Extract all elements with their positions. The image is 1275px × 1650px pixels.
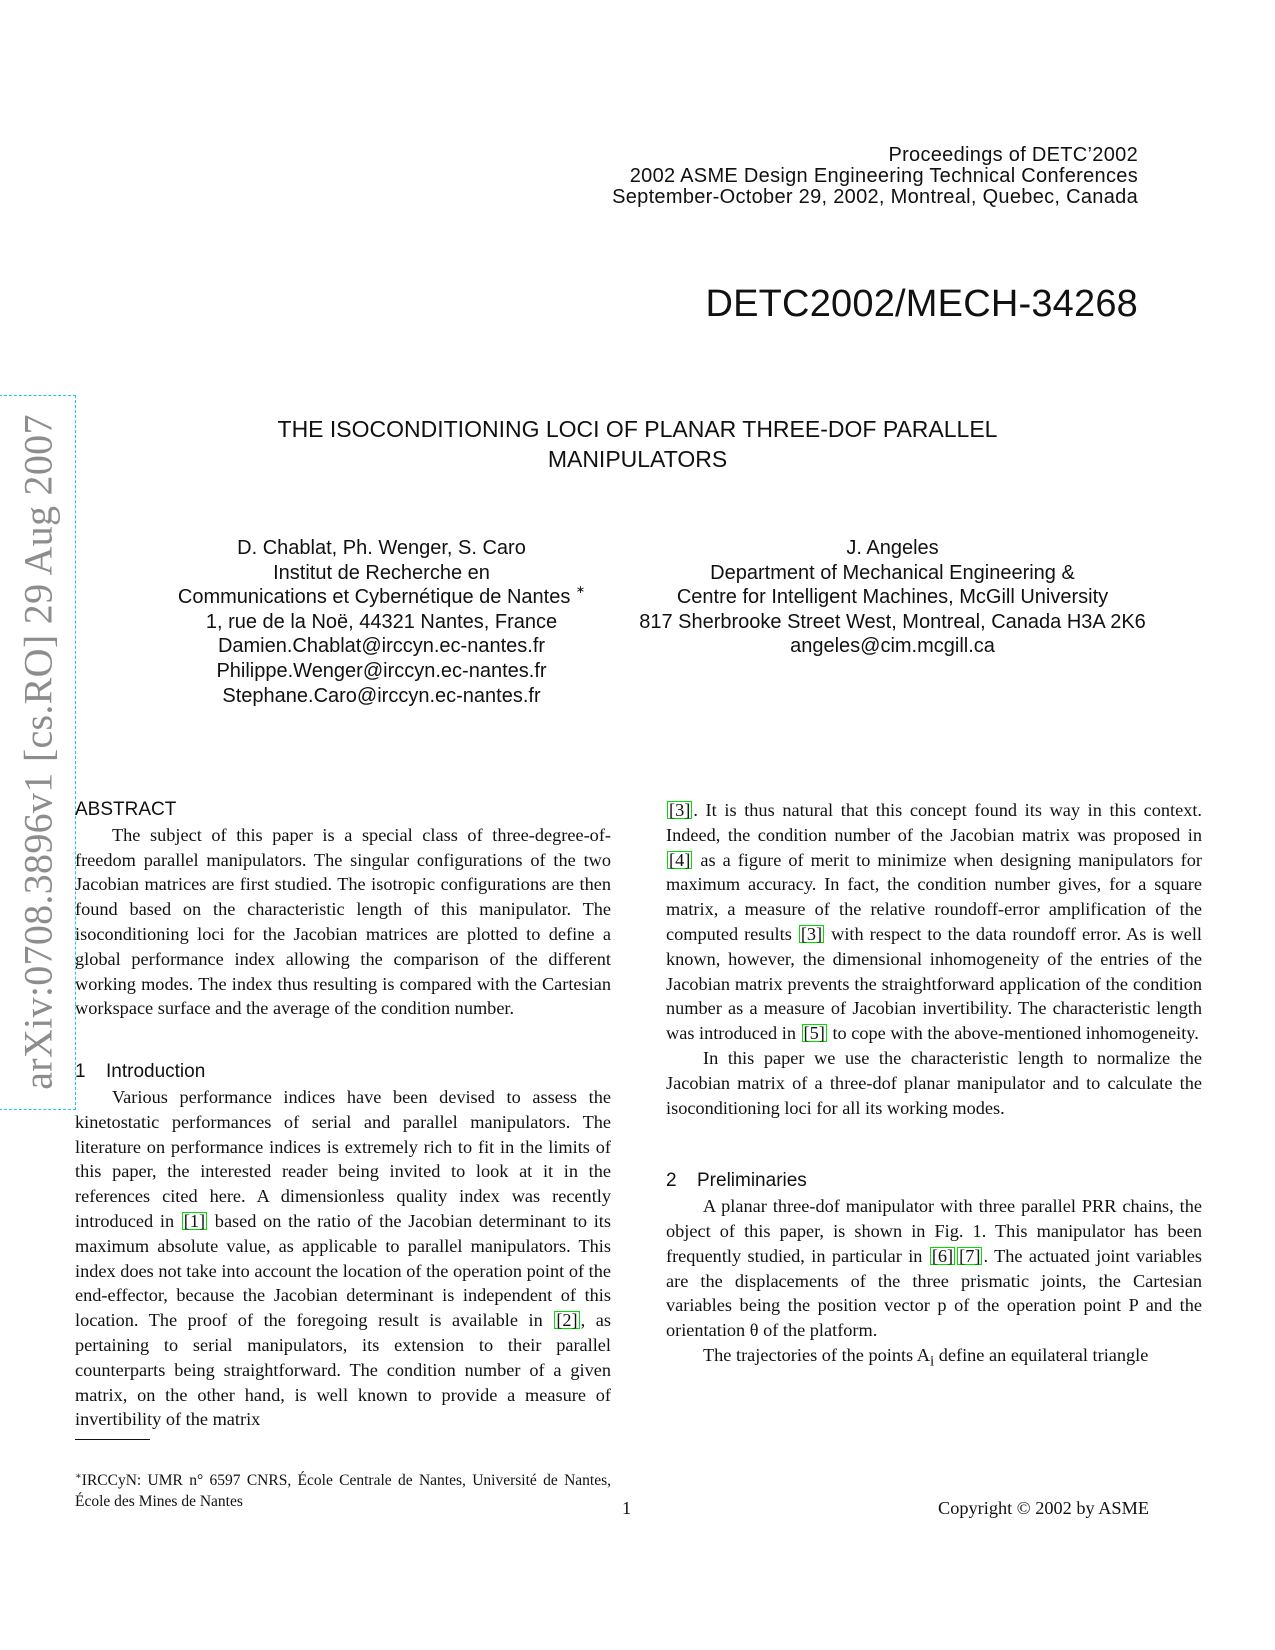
conference-line: 2002 ASME Design Engineering Technical Conferences — [629, 165, 1138, 187]
footnote-mark: ∗ — [575, 584, 586, 597]
section-title: Introduction — [106, 1061, 206, 1083]
citation-link[interactable]: [3] — [669, 800, 691, 820]
email-line: angeles@cim.mcgill.ca — [790, 635, 995, 658]
email-line: Philippe.Wenger@irccyn.ec-nantes.fr — [216, 659, 547, 682]
text-run: . It is thus natural that this concept found its way in this context. Indeed, the condition number of the Jacobian matrix was proposed in — [666, 800, 1202, 845]
section-title: Preliminaries — [697, 1170, 807, 1192]
footnote-text: IRCCyN: UMR n° 6597 CNRS, École Centrale de Nantes, Université de Nantes, École des Mines de Nantes — [75, 1472, 611, 1511]
text-run: A planar three-dof manipulator with three parallel PRR chains, the object of this paper, is shown in Fig. 1. This manipulator has been frequently studied, in particular in — [666, 1196, 1202, 1266]
prelim-paragraph — [666, 1343, 1202, 1374]
abstract-heading: ABSTRACT — [75, 799, 177, 820]
affiliation-text: Communications et Cybernétique de Nantes — [177, 586, 571, 609]
subscript: i — [929, 1352, 935, 1370]
proceedings-line: Proceedings of DETC’2002 — [888, 144, 1138, 166]
affiliation-line: Centre for Intelligent Machines, McGill University — [676, 586, 1109, 609]
email-line: Damien.Chablat@irccyn.ec-nantes.fr — [217, 635, 546, 658]
address-line: 1, rue de la Noë, 44321 Nantes, France — [205, 610, 558, 633]
right-column — [666, 798, 1202, 1374]
citation-link[interactable]: [7] — [959, 1245, 981, 1266]
affiliation-line: Institut de Recherche en — [273, 561, 490, 584]
copyright-notice: Copyright © 2002 by ASME — [938, 1498, 1149, 1518]
address-line: 817 Sherbrooke Street West, Montreal, Canada H3A 2K6 — [639, 610, 1146, 633]
intro-paragraph-continued — [666, 798, 1202, 1046]
title-line: MANIPULATORS — [547, 446, 728, 472]
intro-paragraph: In this paper we use the characteristic length to normalize the Jacobian matrix of a three-dof planar manipulator and to calculate the isoconditioning loci for all its working modes. — [666, 1047, 1202, 1118]
section-heading-introduction — [75, 1060, 611, 1085]
author-block-right — [620, 536, 1165, 659]
conference-date-line: September-October 29, 2002, Montreal, Quebec, Canada — [612, 186, 1138, 208]
email-line: Stephane.Caro@irccyn.ec-nantes.fr — [222, 684, 541, 707]
text-run: with respect to the data roundoff error. As is well known, however, the dimensional inhomogeneity of the entries of the Jacobian matrix prevents the straightforward application of the condition number as a measure of Jacobian invertibility. The characteristic length was introduced in — [666, 923, 1203, 1044]
author-names: J. Angeles — [846, 537, 939, 559]
arxiv-stamp-text[interactable]: arXiv:0708.3896v1 [cs.RO] 29 Aug 2007 — [15, 414, 61, 1090]
abstract-text: The subject of this paper is a special class of three-degree-of-freedom parallel manipulators. The singular configurations of the two Jacobian matrices are first studied. The isotropic configurations are then found based on the characteristic length of this manipulator. The isoconditioning loci for the Jacobian matrices are plotted to define a global performance index allowing the comparison of the different working modes. The index thus resulting is compared with the Cartesian workspace surface and the average of the condition number. — [75, 824, 611, 1019]
text-run: The trajectories of the points A — [703, 1344, 930, 1365]
footnote-mark: ∗ — [75, 1471, 82, 1482]
text-run: to cope with the above-mentioned inhomogeneity. — [832, 1023, 1199, 1044]
footnote — [75, 1466, 611, 1512]
text-run: Various performance indices have been devised to assess the kinetostatic performances of serial and parallel manipulators. The literature on performance indices is extremely rich to fit in the limits of this paper, the interested reader being invited to look at it in the references cited here. A dimensionless quality index was recently introduced in — [75, 1086, 611, 1231]
affiliation-line — [140, 585, 623, 610]
affiliation-line: Department of Mechanical Engineering & — [710, 561, 1075, 584]
section-number: 2 — [666, 1170, 677, 1192]
citation-link[interactable]: [6] — [931, 1245, 954, 1266]
text-run: based on the ratio of the Jacobian determinant to its maximum absolute value, as applicable to parallel manipulators. This index does not take into account the location of the operation point of the end-effector, because the Jacobian determinant is independent of this location. The proof of the foregoing result is available in — [75, 1210, 611, 1331]
citation-link[interactable]: [3] — [800, 923, 823, 944]
proceedings-header — [612, 145, 1138, 208]
left-column — [75, 798, 611, 1432]
citation-link[interactable]: [1] — [183, 1210, 206, 1231]
section-number: 1 — [75, 1061, 86, 1083]
paper-title — [130, 414, 1145, 474]
prelim-paragraph — [666, 1194, 1202, 1343]
text-run: . The actuated joint variables are the displacements of the three prismatic joints, the Cartesian variables being the position vector p of the operation point P and the orientation θ of the platform. — [666, 1245, 1203, 1341]
citation-link[interactable]: [4] — [669, 849, 691, 870]
page-number: 1 — [622, 1498, 632, 1518]
text-run: , as pertaining to serial manipulators, its extension to their parallel counterparts being straightforward. The condition number of a given matrix, on the other hand, is well known to provide a measure of invertibility of the matrix — [75, 1310, 612, 1430]
citation-link[interactable]: [5] — [803, 1023, 825, 1044]
text-run: define an equilateral triangle — [938, 1344, 1149, 1365]
title-line: THE ISOCONDITIONING LOCI OF PLANAR THREE-DOF PARALLEL — [277, 416, 998, 442]
intro-paragraph — [75, 1085, 611, 1432]
section-heading-preliminaries — [666, 1169, 1202, 1194]
author-names: D. Chablat, Ph. Wenger, S. Caro — [237, 537, 526, 559]
author-block-left — [140, 536, 623, 708]
paper-id: DETC2002/MECH-34268 — [705, 283, 1138, 325]
text-run: as a figure of merit to minimize when designing manipulators for maximum accuracy. In fact, the condition number gives, for a square matrix, a measure of the relative roundoff-error amplification of the computed results — [666, 849, 1202, 944]
footnote-rule — [75, 1439, 150, 1440]
citation-link[interactable]: [2] — [556, 1310, 578, 1331]
